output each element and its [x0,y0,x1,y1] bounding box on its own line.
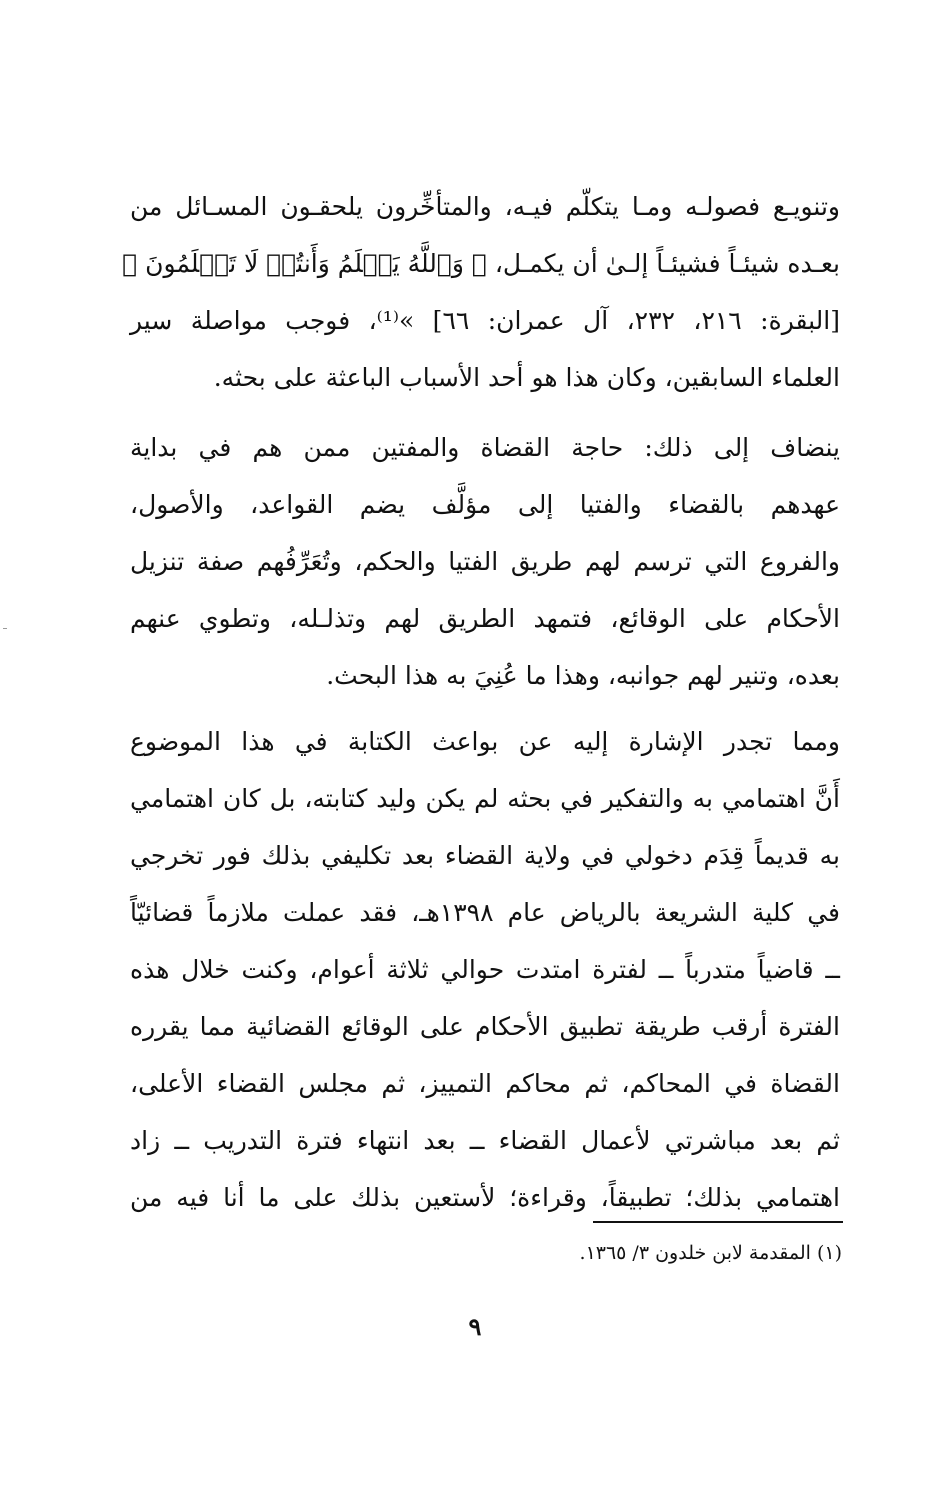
text-line: به قديماً قِدَم دخولي في ولاية القضاء بعد تكليفي بذلك فور تخرجي [130,841,840,870]
text-line: أَنَّ اهتمامي به والتفكير في بحثه لم يكن وليد كتابته، بل كان اهتمامي [130,784,840,813]
paragraph-1 [122,178,840,406]
page-number: ٩ [468,1312,482,1341]
text-line: الفترة أرقب طريقة تطبيق الأحكام على الوقائع القضائية مما يقرره [130,1012,840,1041]
text-line: في كلية الشريعة بالرياض عام ١٣٩٨هـ، فقد عملت ملازماً قضائيّاً [130,898,840,927]
footnote: (١) المقدمة لابن خلدون ٣/ ١٣٦٥. [579,1242,842,1264]
text-line: ومما تجدر الإشارة إليه عن بواعث الكتابة في هذا الموضوع [130,727,840,756]
text-line: عهدهم بالقضاء والفتيا إلى مؤلَّف يضم القواعد، والأصول، [130,490,840,519]
text-line: ينضاف إلى ذلك: حاجة القضاة والمفتين ممن هم في بداية [130,433,840,462]
text-line: والفروع التي ترسم لهم طريق الفتيا والحكم، وتُعَرِّفُهم صفة تنزيل [130,547,840,576]
text-line: ــ قاضياً متدرباً ــ لفترة امتدت حوالي ثلاثة أعوام، وكنت خلال هذه [130,955,840,984]
text-line: [البقرة: ٢١٦، ٢٣٢، آل عمران: ٦٦] »⁽¹⁾، فوجب مواصلة سير [130,306,840,335]
text-line-quran-verse: بعـده شيئـاً فشيئـاً إلـىٰ أن يكمـل، ﴿ وَٱللَّهُ يَعۡلَمُ وَأَنتُمۡ لَا تَعۡلَمُونَ ﴾ [122,249,840,278]
paragraph-3 [130,713,840,1226]
text-line: وتنويـع فصولـه ومـا يتكلّم فيـه، والمتأخِّرون يلحقـون المسـائل من [130,192,840,221]
text-line: اهتمامي بذلك؛ تطبيقاً، وقراءة؛ لأستعين بذلك على ما أنا فيه من [130,1183,840,1212]
scan-margin-mark [3,628,7,629]
text-line: ثم بعد مباشرتي لأعمال القضاء ــ بعد انتهاء فترة التدريب ــ زاد [130,1126,840,1155]
text-line: القضاة في المحاكم، ثم محاكم التمييز، ثم مجلس القضاء الأعلى، [130,1069,840,1098]
paragraph-2 [130,419,840,704]
text-line: العلماء السابقين، وكان هذا هو أحد الأسباب الباعثة على بحثه. [213,363,840,392]
footnote-separator [593,1221,843,1223]
text-line: بعده، وتنير لهم جوانبه، وهذا ما عُنِيَ به هذا البحث. [326,661,840,690]
text-line: الأحكام على الوقائع، فتمهد الطريق لهم وتذلـله، وتطوي عنهم [130,604,840,633]
